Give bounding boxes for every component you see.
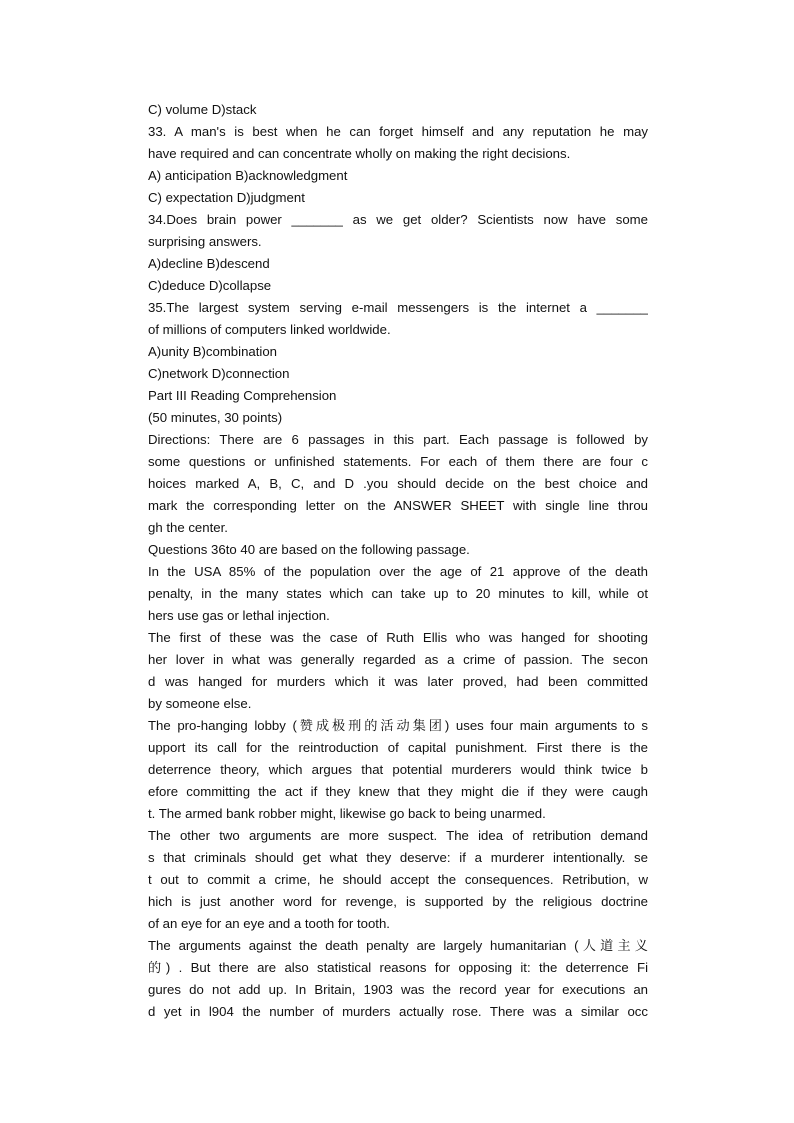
text-line: A)unity B)combination — [148, 344, 278, 359]
text-line: The other two arguments are more suspect. The idea of retribution demand — [148, 828, 648, 843]
text-line: by someone else. — [148, 696, 252, 711]
text-line: 35.The largest system serving e-mail messengers is the internet a _______ — [148, 300, 648, 315]
text-line: 33. A man's is best when he can forget himself and any reputation he may — [148, 124, 648, 139]
text-line: d yet in l904 the number of murders actually rose. There was a similar occ — [148, 1004, 648, 1019]
text-line: Questions 36to 40 are based on the following passage. — [148, 542, 470, 557]
text-line: upport its call for the reintroduction of capital punishment. First there is the — [148, 740, 648, 755]
text-line: t. The armed bank robber might, likewise go back to being unarmed. — [148, 806, 546, 821]
text-line: C) volume D)stack — [148, 102, 257, 117]
text-line: A)decline B)descend — [148, 256, 270, 271]
text-line: t out to commit a crime, he should accept the consequences. Retribution, w — [148, 872, 648, 887]
text-line: hers use gas or lethal injection. — [148, 608, 330, 623]
text-line: efore committing the act if they knew that they might die if they were caugh — [148, 784, 648, 799]
text-line: C) expectation D)judgment — [148, 190, 305, 205]
text-line: s that criminals should get what they deserve: if a murderer intentionally. se — [148, 850, 648, 865]
text-line: deterrence theory, which argues that potential murderers would think twice b — [148, 762, 648, 777]
text-line: surprising answers. — [148, 234, 262, 249]
text-line: hich is just another word for revenge, is supported by the religious doctrine — [148, 894, 648, 909]
document-page — [148, 99, 648, 1023]
text-line: C)network D)connection — [148, 366, 290, 381]
text-line: mark the corresponding letter on the ANSWER SHEET with single line throu — [148, 498, 648, 513]
text-line: The pro-hanging lobby (赞成极刑的活动集团) uses four main arguments to s — [148, 718, 648, 733]
text-line: 的) . But there are also statistical reasons for opposing it: the deterrence Fi — [148, 960, 648, 975]
text-line: A) anticipation B)acknowledgment — [148, 168, 348, 183]
text-line: Part III Reading Comprehension — [148, 388, 337, 403]
text-line: Directions: There are 6 passages in this part. Each passage is followed by — [148, 432, 648, 447]
text-line: C)deduce D)collapse — [148, 278, 272, 293]
text-line: (50 minutes, 30 points) — [148, 410, 283, 425]
text-line: gures do not add up. In Britain, 1903 was the record year for executions an — [148, 982, 648, 997]
text-line: some questions or unfinished statements. For each of them there are four c — [148, 454, 648, 469]
text-line: The arguments against the death penalty are largely humanitarian (人道主义 — [148, 938, 648, 953]
text-line: 34.Does brain power _______ as we get older? Scientists now have some — [148, 212, 648, 227]
text-line: In the USA 85% of the population over the age of 21 approve of the death — [148, 564, 648, 579]
text-line: of an eye for an eye and a tooth for tooth. — [148, 916, 390, 931]
text-line: penalty, in the many states which can take up to 20 minutes to kill, while ot — [148, 586, 648, 601]
text-line: hoices marked A, B, C, and D .you should decide on the best choice and — [148, 476, 648, 491]
text-line: gh the center. — [148, 520, 228, 535]
text-line: d was hanged for murders which it was later proved, had been committed — [148, 674, 648, 689]
text-line: The first of these was the case of Ruth Ellis who was hanged for shooting — [148, 630, 648, 645]
text-line: have required and can concentrate wholly on making the right decisions. — [148, 146, 571, 161]
text-line: her lover in what was generally regarded as a crime of passion. The secon — [148, 652, 648, 667]
text-line: of millions of computers linked worldwide. — [148, 322, 391, 337]
